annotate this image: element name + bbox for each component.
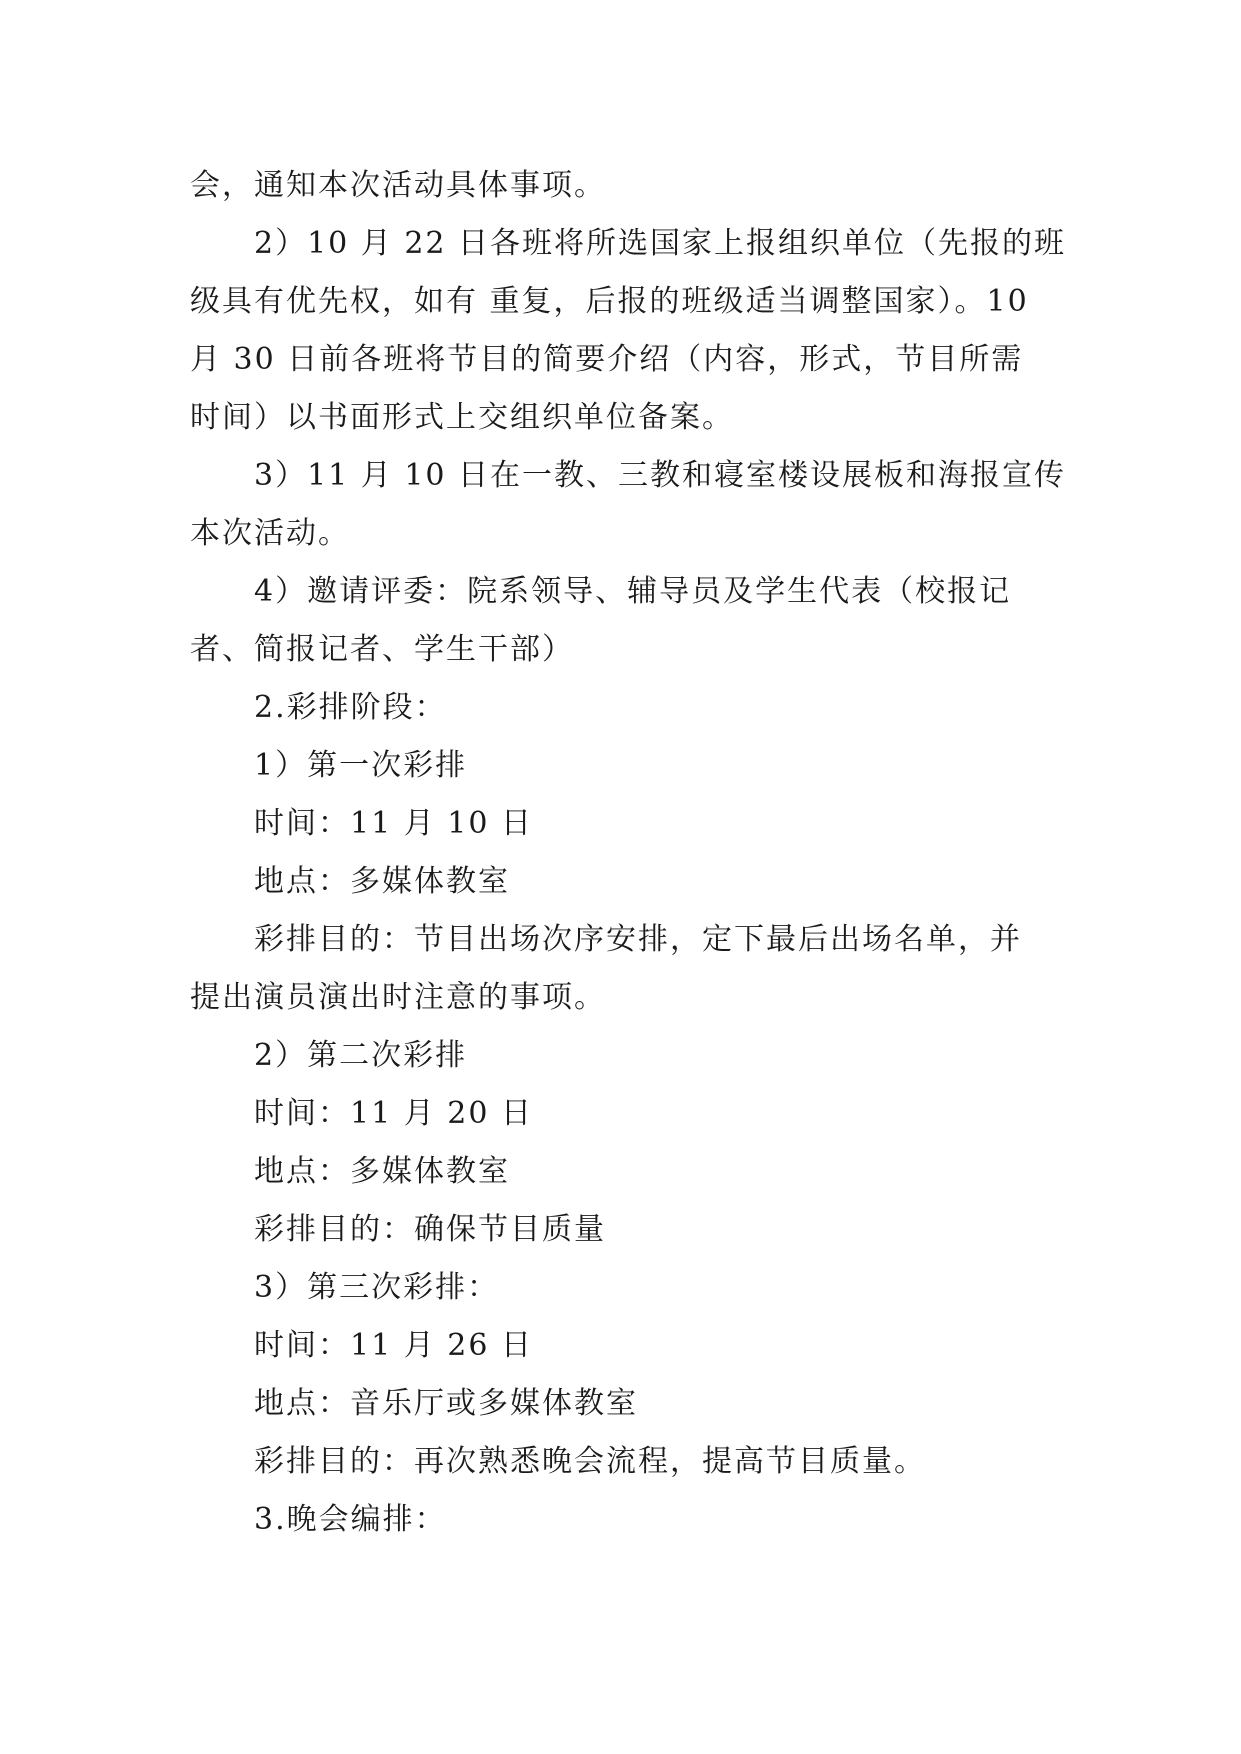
text-line: 者、简报记者、学生干部）	[190, 632, 574, 667]
text-line: 本次活动。	[190, 516, 350, 551]
subsection-heading: 3）第三次彩排：	[254, 1270, 500, 1305]
subsection-heading: 1）第一次彩排	[254, 748, 468, 783]
text-line: 级具有优先权，如有 重复，后报的班级适当调整国家）。10	[190, 284, 1029, 319]
document-body	[190, 157, 1067, 1549]
text-line: 彩排目的：确保节目质量	[254, 1212, 606, 1247]
text-line: 地点：多媒体教室	[254, 1154, 510, 1189]
subsection-heading: 2）第二次彩排	[254, 1038, 468, 1073]
text-line: 时间：11 月 20 日	[254, 1096, 533, 1131]
text-line: 时间）以书面形式上交组织单位备案。	[190, 400, 734, 435]
text-line: 时间：11 月 26 日	[254, 1328, 533, 1363]
text-line: 时间：11 月 10 日	[254, 806, 533, 841]
section-heading: 3.晚会编排：	[254, 1502, 447, 1537]
text-line: 地点：多媒体教室	[254, 864, 510, 899]
section-heading: 2.彩排阶段：	[254, 690, 447, 725]
text-line: 彩排目的：节目出场次序安排，定下最后出场名单，并	[254, 922, 1022, 957]
text-line: 彩排目的：再次熟悉晚会流程，提高节目质量。	[254, 1444, 926, 1479]
text-line: 会，通知本次活动具体事项。	[190, 168, 606, 203]
text-line: 4）邀请评委：院系领导、辅导员及学生代表（校报记	[254, 574, 1012, 609]
text-line: 2）10 月 22 日各班将所选国家上报组织单位（先报的班	[254, 226, 1067, 261]
text-line: 月 30 日前各班将节目的简要介绍（内容，形式，节目所需	[190, 342, 1024, 377]
text-line: 3）11 月 10 日在一教、三教和寝室楼设展板和海报宣传	[254, 458, 1067, 493]
text-line: 地点：音乐厅或多媒体教室	[254, 1386, 638, 1421]
text-line: 提出演员演出时注意的事项。	[190, 980, 606, 1015]
